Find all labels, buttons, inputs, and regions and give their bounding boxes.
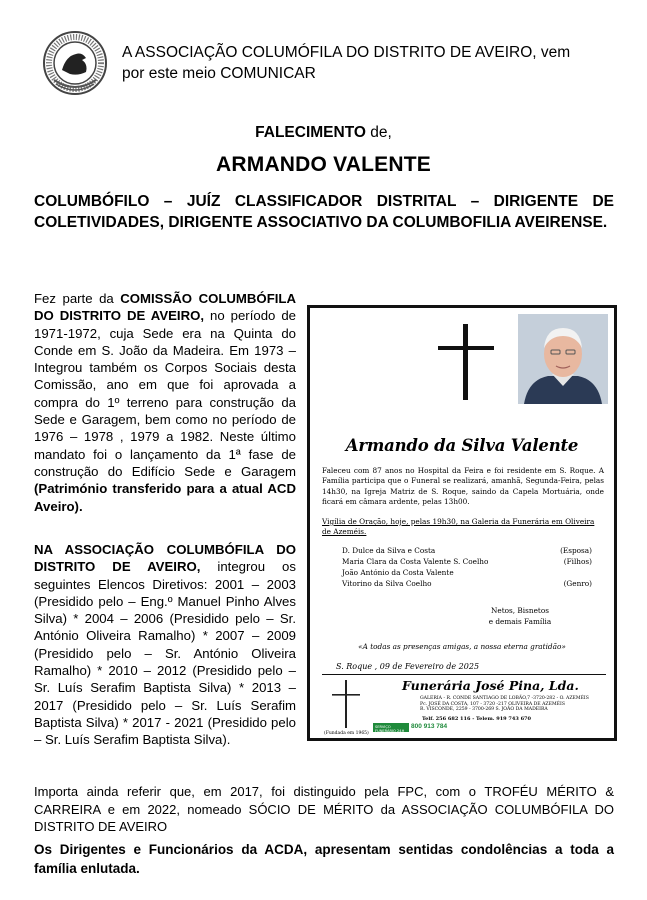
para1-text-2: no período de 1971-1972, cuja Sede era na Quinta do Conde em S. João da Madeira. Em 1973 – Integrou também os Corpos Sociais desta Comissão, ano em que foi aprovada a compra do 1º terreno para construção da Sede e Garagem, bem como no período de 1976 – 1978 , 1979 a 1982. Neste último mandato foi o lançamento da 1ª fase de construção do Edifício Sede e Garagem	[34, 308, 296, 479]
falecimento-suffix: de,	[365, 124, 392, 141]
small-cross-icon	[332, 680, 360, 728]
family-relation: (Esposa)	[560, 546, 592, 555]
family-relation: (Filhos)	[563, 557, 592, 566]
para1-bold-1: COMISSÃO COLUMBÓFILA DO DISTRITO DE AVEIRO,	[34, 291, 296, 324]
address-line-1: GALERIA - R. CONDE SANTIAGO DE LOBÃO,7 -3720-282 - O. AZEMÉIS	[420, 696, 589, 701]
notice-deceased-name: Armando da Silva Valente	[345, 436, 579, 455]
paragraph-comissao	[34, 290, 296, 515]
para1-bold-2: (Património transferido para a atual ACD Aveiro).	[34, 481, 296, 514]
address-line-3: R. VISCONDE, 2259 - 3700-269 S. JOÃO DA MADEIRA	[420, 707, 548, 713]
notice-thanks: «A todas as presenças amigas, a nossa eterna gratidão»	[358, 642, 566, 651]
green-service-badge	[373, 723, 409, 732]
divider	[322, 674, 606, 675]
founded-label: (Fundada em 1965)	[324, 731, 369, 736]
notice-date: S. Roque , 09 de Fevereiro de 2025	[336, 662, 480, 671]
family-row	[342, 546, 592, 557]
paragraph-associacao	[34, 541, 296, 749]
notice-vigil: Vigília de Oração, hoje, pelas 19h30, na Galeria da Funerária em Oliveira de Azeméis.	[322, 517, 595, 537]
notice-grandchildren	[475, 606, 565, 627]
family-name: Vitorino da Silva Coelho	[342, 579, 432, 588]
paragraph-merito: Importa ainda referir que, em 2017, foi distinguido pela FPC, com o TROFÉU MÉRITO & CARREIRA e em 2022, nomeado SÓCIO DE MÉRITO da ASSOCIAÇÃO COLUMBÓFILA DO DISTRITO DE AVEIRO	[34, 784, 614, 834]
notice-announcement: Faleceu com 87 anos no Hospital da Feira e foi residente em S. Roque. A Família participa que o Funeral se realizará, amanhã, Segunda-Feira, pelas 14h30, na Igreja Matriz de S. Roque, saindo da Capela Mortuária, onde ficará em câmara ardente, pelas 13h00.	[322, 466, 604, 507]
cross-icon	[438, 324, 494, 400]
funeral-home-phones: Telf. 256 682 116 - Telem. 919 743 670	[422, 716, 532, 722]
para2-bold-1: NA ASSOCIAÇÃO COLUMBÓFILA DO DISTRITO DE AVEIRO,	[34, 542, 296, 575]
falecimento-label: FALECIMENTO	[255, 124, 366, 141]
falecimento-heading	[0, 124, 647, 142]
family-name: D. Dulce da Silva e Costa	[342, 546, 436, 555]
green-service-label: SERVIÇO FUNERÁRIO 24H	[375, 725, 405, 733]
grandchildren-line-1: Netos, Bisnetos	[491, 606, 549, 615]
association-logo	[42, 30, 108, 96]
green-phone: 800 913 784	[411, 723, 448, 730]
header-line-1: A ASSOCIAÇÃO COLUMÓFILA DO DISTRITO DE AVEIRO, vem	[122, 44, 571, 61]
family-row	[342, 557, 592, 568]
para1-text-1: Fez parte da	[34, 291, 121, 306]
header-text	[122, 42, 622, 84]
family-name: João António da Costa Valente	[342, 568, 454, 577]
deceased-photo	[518, 314, 608, 404]
funeral-home-address	[420, 696, 610, 713]
family-row	[342, 579, 592, 590]
paragraph-condolences: Os Dirigentes e Funcionários da ACDA, apresentam sentidas condolências a toda a família enlutada.	[34, 842, 614, 876]
address-line-2: Pc. JOSÉ DA COSTA, 107 - 3720 -217 OLIVEIRA DE AZEMÉIS	[420, 701, 565, 707]
family-row	[342, 568, 592, 579]
family-name: Maria Clara da Costa Valente S. Coelho	[342, 557, 489, 566]
header-line-2: por este meio COMUNICAR	[122, 65, 316, 82]
deceased-title: ARMANDO VALENTE	[216, 153, 431, 176]
family-relation: (Genro)	[563, 579, 592, 588]
para2-text-1: integrou os seguintes Elencos Diretivos: 2001 – 2003 (Presidido pelo – Eng.º Manuel Pinho Alves Silva) * 2004 – 2006 (Presidido pelo – Sr. António Oliveira Ramalho) * 2007 – 2009 (Presidido pelo – Sr. António Oliveira Ramalho) * 2010 – 2012 (Presidido pelo – Sr. Luís Serafim Baptista Silva) * 2013 – 2017 (Presidido pelo – Sr. Luís Serafim Baptista Silva) * 2017 - 2021 (Presidido pelo – Sr. Luís Serafim Baptista Silva).	[34, 559, 296, 748]
roles-text: COLUMBÓFILO – JUÍZ CLASSIFICADOR DISTRITAL – DIRIGENTE DE COLETIVIDADES, DIRIGENTE ASSOCIATIVO DA COLUMBOFILIA AVEIRENSE.	[34, 193, 614, 231]
obituary-notice	[307, 305, 617, 741]
grandchildren-line-2: e demais Família	[488, 616, 552, 626]
funeral-home-name: Funerária José Pina, Lda.	[402, 678, 579, 693]
